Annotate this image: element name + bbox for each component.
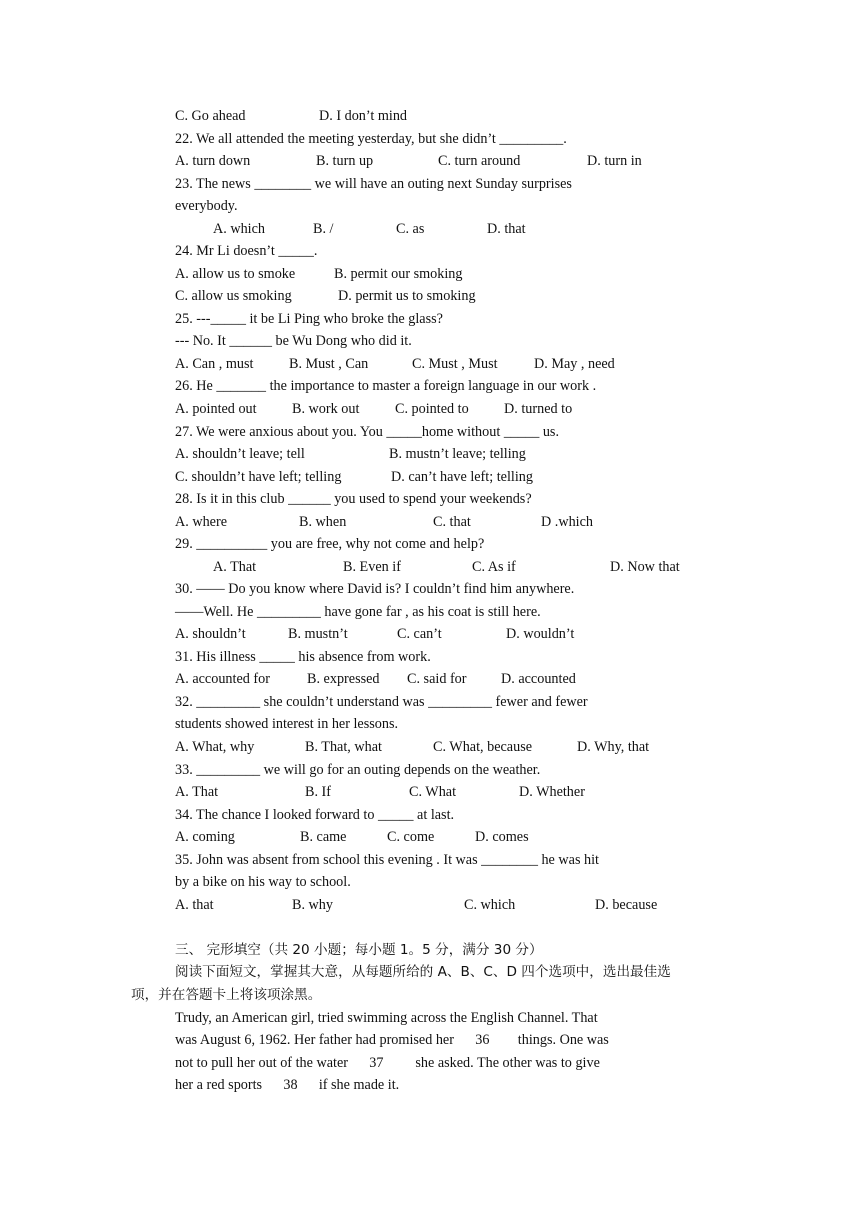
question-29: 29. __________ you are free, why not come and help?	[175, 536, 485, 552]
option-b-q35: B. why	[292, 897, 333, 913]
option-b-q32: B. That, what	[305, 739, 382, 755]
question-25: 25. ---_____ it be Li Ping who broke the glass?	[175, 311, 443, 327]
option-a-q23: A. which	[213, 221, 266, 237]
option-c-q35: C. which	[464, 897, 516, 913]
option-c-q28: C. that	[433, 514, 471, 530]
option-d-q27: D. can’t have left; telling	[391, 469, 533, 485]
question-22: 22. We all attended the meeting yesterday, but she didn’t _________.	[175, 131, 567, 147]
option-c-q21: C. Go ahead	[175, 108, 246, 124]
question-30-cont: ——Well. He _________ have gone far , as his coat is still here.	[175, 604, 541, 620]
question-34: 34. The chance I looked forward to _____ at last.	[175, 807, 455, 823]
option-d-q30: D. wouldn’t	[506, 626, 575, 642]
passage-line: was August 6, 1962. Her father had promised her 36 things. One was	[175, 1032, 609, 1048]
question-23-cont: everybody.	[175, 198, 238, 214]
question-33: 33. _________ we will go for an outing depends on the weather.	[175, 762, 541, 778]
option-d-q31: D. accounted	[501, 671, 576, 687]
option-c-q27: C. shouldn’t have left; telling	[175, 469, 342, 485]
option-b-q26: B. work out	[292, 401, 360, 417]
option-b-q34: B. came	[300, 829, 347, 845]
option-d-q32: D. Why, that	[577, 739, 650, 755]
option-d-q25: D. May , need	[534, 356, 615, 372]
option-d-q26: D. turned to	[504, 401, 573, 417]
option-b-q25: B. Must , Can	[289, 356, 369, 372]
option-c-q32: C. What, because	[433, 739, 533, 755]
option-b-q31: B. expressed	[307, 671, 380, 687]
option-a-q34: A. coming	[175, 829, 235, 845]
option-c-q33: C. What	[409, 784, 457, 800]
option-a-q30: A. shouldn’t	[175, 626, 246, 642]
passage-line: not to pull her out of the water 37 she asked. The other was to give	[175, 1055, 600, 1071]
option-a-q29: A. That	[213, 559, 257, 575]
option-d-q23: D. that	[487, 221, 526, 237]
section-heading: 三、 完形填空（共 20 小题；每小题 1。5 分，满分 30 分）	[175, 942, 543, 958]
option-c-q34: C. come	[387, 829, 435, 845]
option-c-q24: C. allow us smoking	[175, 288, 292, 304]
option-a-q33: A. That	[175, 784, 219, 800]
question-27: 27. We were anxious about you. You _____home without _____ us.	[175, 424, 560, 440]
option-c-q22: C. turn around	[438, 153, 521, 169]
option-d-q24: D. permit us to smoking	[338, 288, 476, 304]
section-instruction: 阅读下面短文，掌握其大意，从每题所给的 A、B、C、D 四个选项中，选出最佳选	[175, 964, 671, 980]
option-a-q32: A. What, why	[175, 739, 255, 755]
question-30: 30. —— Do you know where David is? I couldn’t find him anywhere.	[175, 581, 575, 597]
option-a-q24: A. allow us to smoke	[175, 266, 296, 282]
option-a-q27: A. shouldn’t leave; tell	[175, 446, 305, 462]
option-d-q35: D. because	[595, 897, 658, 913]
question-35-cont: by a bike on his way to school.	[175, 874, 351, 890]
option-d-q28: D .which	[541, 514, 594, 530]
option-b-q29: B. Even if	[343, 559, 401, 575]
option-d-q22: D. turn in	[587, 153, 642, 169]
option-b-q23: B. /	[313, 221, 334, 237]
option-a-q35: A. that	[175, 897, 214, 913]
question-24: 24. Mr Li doesn’t _____.	[175, 243, 318, 259]
option-c-q31: C. said for	[407, 671, 467, 687]
option-a-q25: A. Can , must	[175, 356, 254, 372]
option-c-q30: C. can’t	[397, 626, 442, 642]
option-b-q22: B. turn up	[316, 153, 374, 169]
option-b-q28: B. when	[299, 514, 347, 530]
option-d-q33: D. Whether	[519, 784, 585, 800]
option-b-q24: B. permit our smoking	[334, 266, 463, 282]
passage-line: her a red sports 38 if she made it.	[175, 1077, 400, 1093]
section-instruction-cont: 项，并在答题卡上将该项涂黑。	[131, 987, 322, 1003]
option-b-q27: B. mustn’t leave; telling	[389, 446, 526, 462]
question-35: 35. John was absent from school this evening . It was ________ he was hit	[175, 852, 599, 868]
question-32: 32. _________ she couldn’t understand was _________ fewer and fewer	[175, 694, 588, 710]
question-25-cont: --- No. It ______ be Wu Dong who did it.	[175, 333, 412, 349]
question-23: 23. The news ________ we will have an outing next Sunday surprises	[175, 176, 572, 192]
option-a-q31: A. accounted for	[175, 671, 270, 687]
question-28: 28. Is it in this club ______ you used to spend your weekends?	[175, 491, 532, 507]
option-d-q21: D. I don’t mind	[319, 108, 408, 124]
option-d-q29: D. Now that	[610, 559, 680, 575]
option-a-q22: A. turn down	[175, 153, 251, 169]
question-26: 26. He _______ the importance to master a foreign language in our work .	[175, 378, 597, 394]
option-c-q25: C. Must , Must	[412, 356, 498, 372]
option-a-q26: A. pointed out	[175, 401, 257, 417]
passage-line: Trudy, an American girl, tried swimming across the English Channel. That	[175, 1010, 598, 1026]
option-b-q33: B. If	[305, 784, 332, 800]
option-d-q34: D. comes	[475, 829, 529, 845]
option-a-q28: A. where	[175, 514, 227, 530]
question-32-cont: students showed interest in her lessons.	[175, 716, 399, 732]
option-c-q26: C. pointed to	[395, 401, 469, 417]
question-31: 31. His illness _____ his absence from work.	[175, 649, 431, 665]
option-b-q30: B. mustn’t	[288, 626, 348, 642]
option-c-q23: C. as	[396, 221, 425, 237]
option-c-q29: C. As if	[472, 559, 516, 575]
